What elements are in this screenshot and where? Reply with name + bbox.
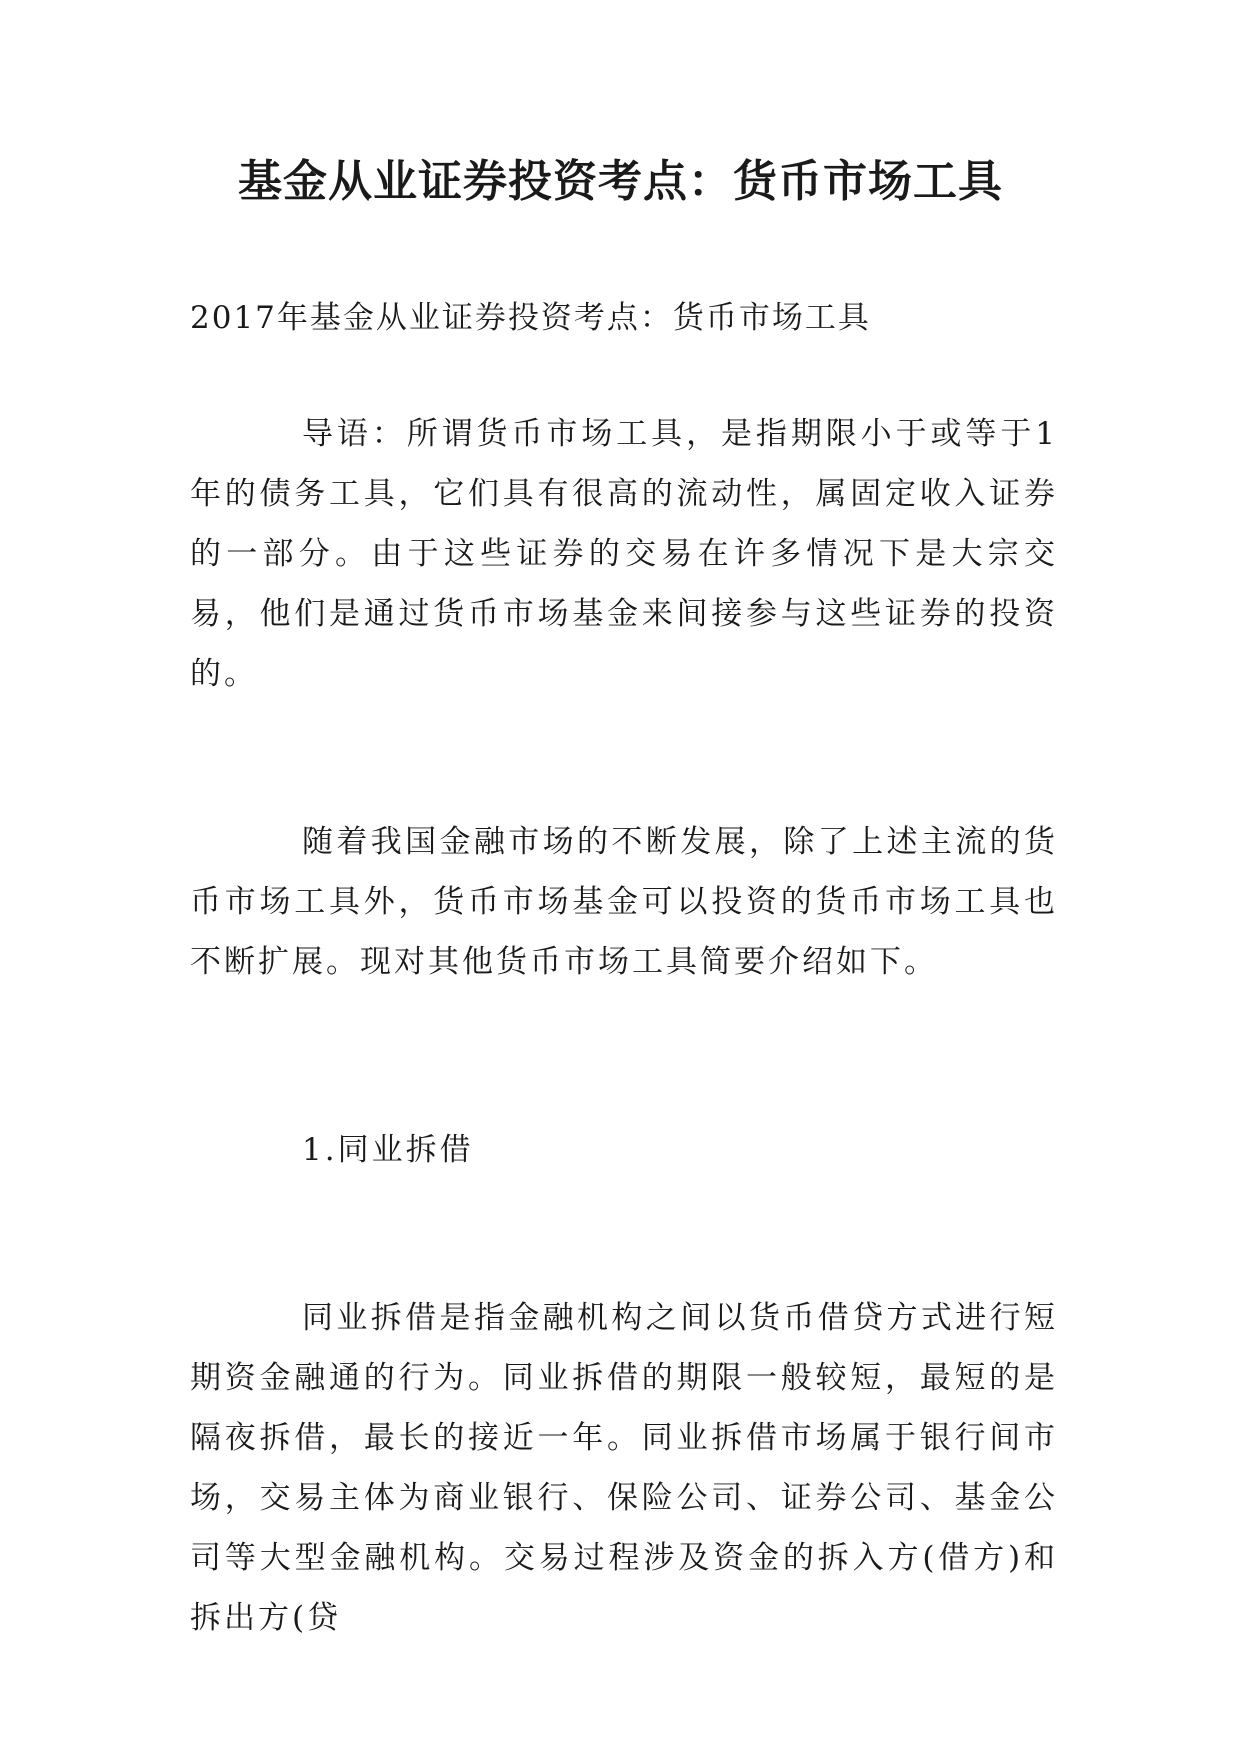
development-paragraph: 随着我国金融市场的不断发展，除了上述主流的货币市场工具外，货币市场基金可以投资的货币市场工具也不断扩展。现对其他货币市场工具简要介绍如下。	[190, 824, 1058, 980]
document-title: 基金从业证券投资考点：货币市场工具	[238, 156, 1003, 207]
intro-paragraph: 导语：所谓货币市场工具，是指期限小于或等于1年的债务工具，它们具有很高的流动性，属固定收入证券的一部分。由于这些证券的交易在许多情况下是大宗交易，他们是通过货币市场基金来间接参与这些证券的投资的。	[190, 416, 1058, 692]
document-subtitle: 2017年基金从业证券投资考点：货币市场工具	[190, 300, 871, 336]
interbank-lending-paragraph: 同业拆借是指金融机构之间以货币借贷方式进行短期资金融通的行为。同业拆借的期限一般较短，最短的是隔夜拆借，最长的接近一年。同业拆借市场属于银行间市场，交易主体为商业银行、保险公司、证券公司、基金公司等大型金融机构。交易过程涉及资金的拆入方(借方)和拆出方(贷	[190, 1300, 1058, 1636]
section-heading-interbank-lending: 1.同业拆借	[302, 1132, 474, 1168]
